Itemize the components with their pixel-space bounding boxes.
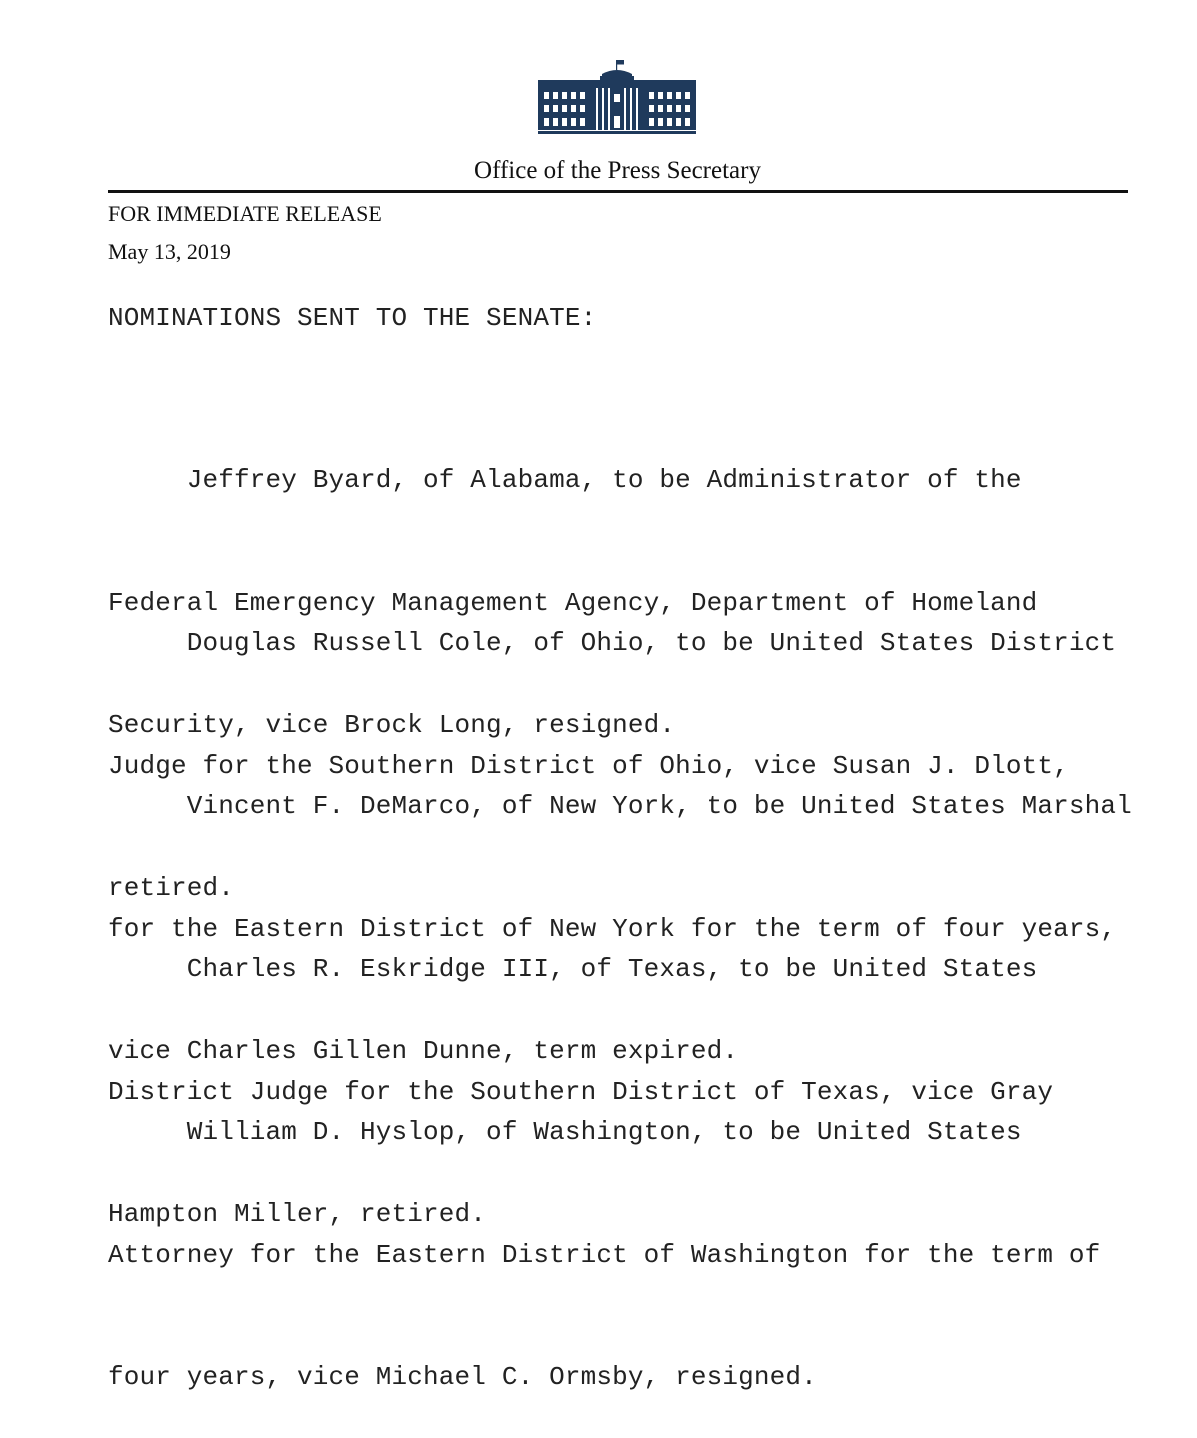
nomination-line: Vincent F. DeMarco, of New York, to be United States Marshal — [108, 791, 1132, 822]
nomination-line: Hampton Miller, retired. — [108, 1198, 487, 1229]
nomination-paragraph — [108, 1031, 1100, 1438]
nomination-line: retired. — [108, 872, 235, 903]
header-divider — [108, 190, 1128, 193]
nomination-line: Jeffrey Byard, of Alabama, to be Administrator of the — [108, 465, 1022, 496]
nomination-line: Attorney for the Eastern District of Washington for the term of — [108, 1239, 1101, 1270]
nomination-line: vice Charles Gillen Dunne, term expired. — [108, 1035, 739, 1066]
nominations-heading: NOMINATIONS SENT TO THE SENATE: — [108, 303, 597, 333]
nomination-line: Charles R. Eskridge III, of Texas, to be United States — [108, 954, 1038, 985]
nomination-line: Security, vice Brock Long, resigned. — [108, 709, 676, 740]
nomination-line: Douglas Russell Cole, of Ohio, to be United States District — [108, 628, 1117, 659]
nomination-line: four years, vice Michael C. Ormsby, resigned. — [108, 1361, 817, 1392]
release-label: FOR IMMEDIATE RELEASE — [108, 201, 382, 226]
release-date: May 13, 2019 — [108, 239, 231, 264]
nomination-line: for the Eastern District of New York for the term of four years, — [108, 913, 1117, 944]
office-title: Office of the Press Secretary — [474, 157, 761, 184]
nomination-line: District Judge for the Southern District of Texas, vice Gray — [108, 1076, 1054, 1107]
white-house-logo-icon — [536, 58, 698, 136]
nomination-line: Federal Emergency Management Agency, Department of Homeland — [108, 587, 1038, 618]
nomination-line: William D. Hyslop, of Washington, to be United States — [108, 1117, 1022, 1148]
nomination-line: Judge for the Southern District of Ohio, vice Susan J. Dlott, — [108, 750, 1069, 781]
